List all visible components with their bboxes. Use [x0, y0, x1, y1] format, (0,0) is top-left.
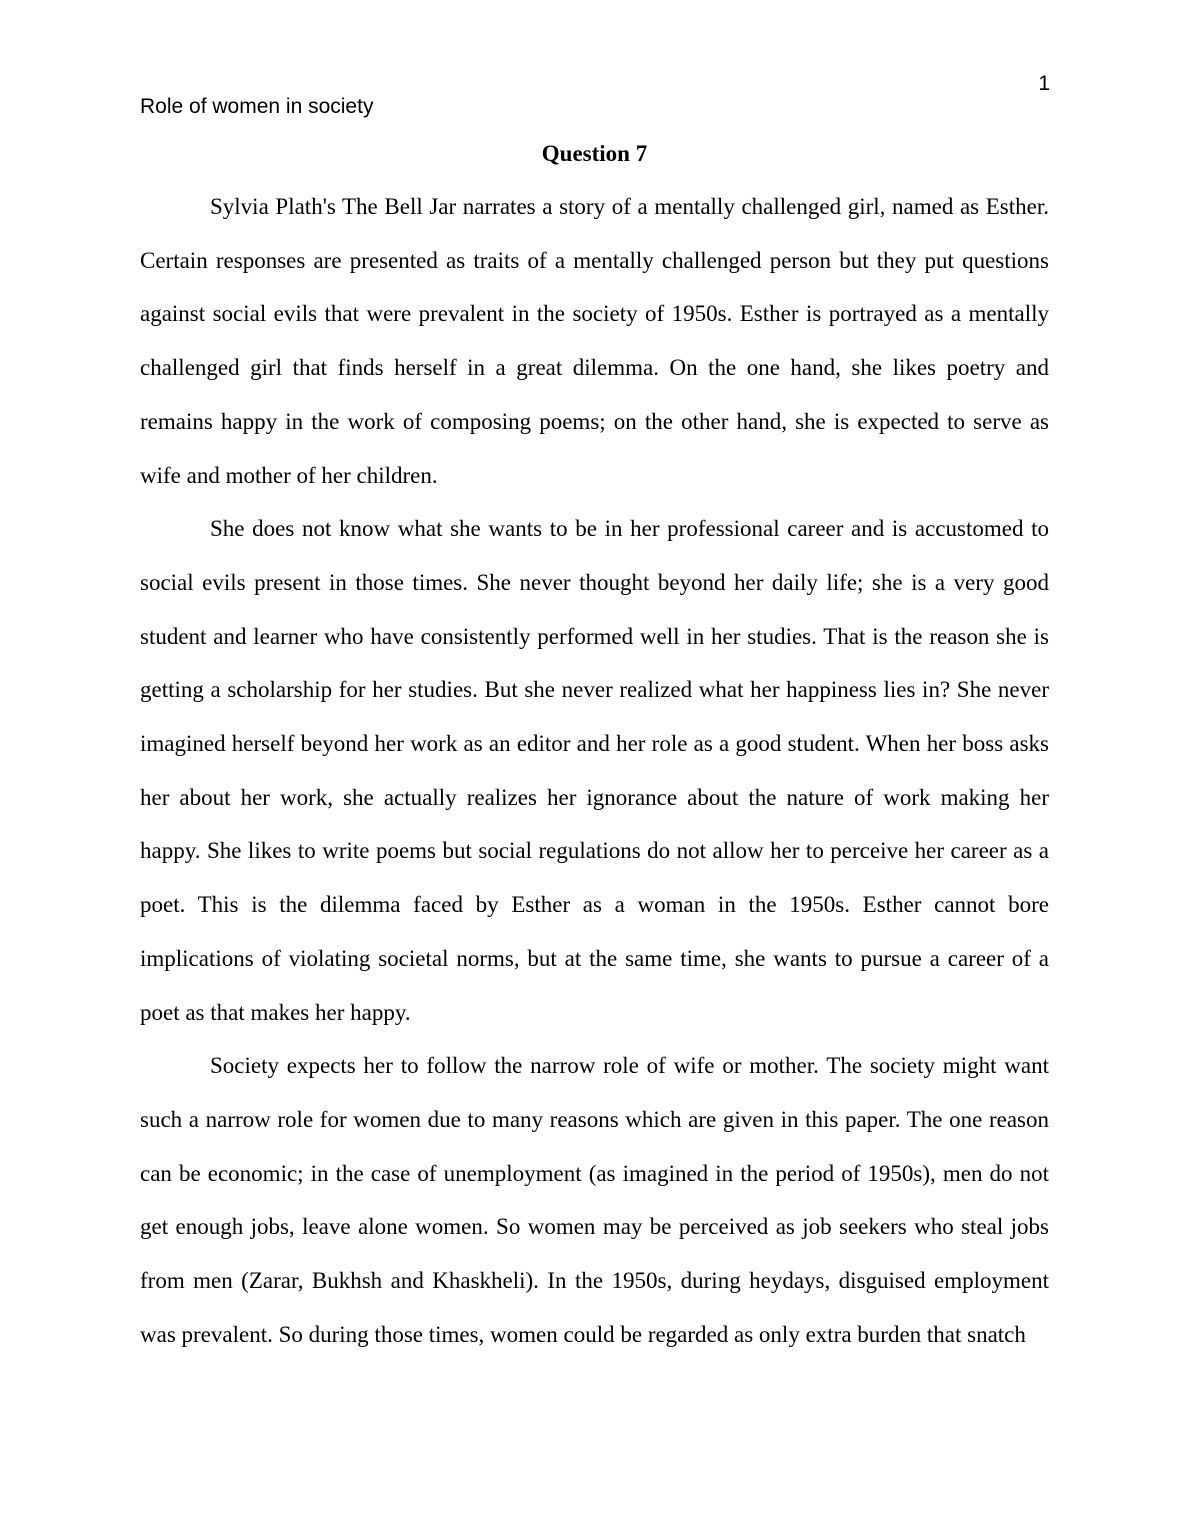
- running-head: Role of women in society: [140, 95, 374, 118]
- document-body: [140, 136, 1049, 1361]
- page-number: 1: [1038, 72, 1050, 95]
- paragraph: Sylvia Plath's The Bell Jar narrates a story of a mentally challenged girl, named as Esther. Certain responses are presented as traits of a mentally challenged person but they put questions against social evils that were prevalent in the society of 1950s. Esther is portrayed as a mentally challenged girl that finds herself in a great dilemma. On the one hand, she likes poetry and remains happy in the work of composing poems; on the other hand, she is expected to serve as wife and mother of her children.: [140, 194, 1049, 488]
- document-title: Question 7: [541, 141, 648, 166]
- paragraph: Society expects her to follow the narrow role of wife or mother. The society might want such a narrow role for women due to many reasons which are given in this paper. The one reason can be economic; in the case of unemployment (as imagined in the period of 1950s), men do not get enough jobs, leave alone women. So women may be perceived as job seekers who steal jobs from men (Zarar, Bukhsh and Khaskheli). In the 1950s, during heydays, disguised employment was prevalent. So during those times, women could be regarded as only extra burden that snatch: [140, 1053, 1049, 1347]
- paragraph: She does not know what she wants to be in her professional career and is accustomed to social evils present in those times. She never thought beyond her daily life; she is a very good student and learner who have consistently performed well in her studies. That is the reason she is getting a scholarship for her studies. But she never realized what her happiness lies in? She never imagined herself beyond her work as an editor and her role as a good student. When her boss asks her about her work, she actually realizes her ignorance about the nature of work making her happy. She likes to write poems but social regulations do not allow her to perceive her career as a poet. This is the dilemma faced by Esther as a woman in the 1950s. Esther cannot bore implications of violating societal norms, but at the same time, she wants to pursue a career of a poet as that makes her happy.: [140, 516, 1049, 1025]
